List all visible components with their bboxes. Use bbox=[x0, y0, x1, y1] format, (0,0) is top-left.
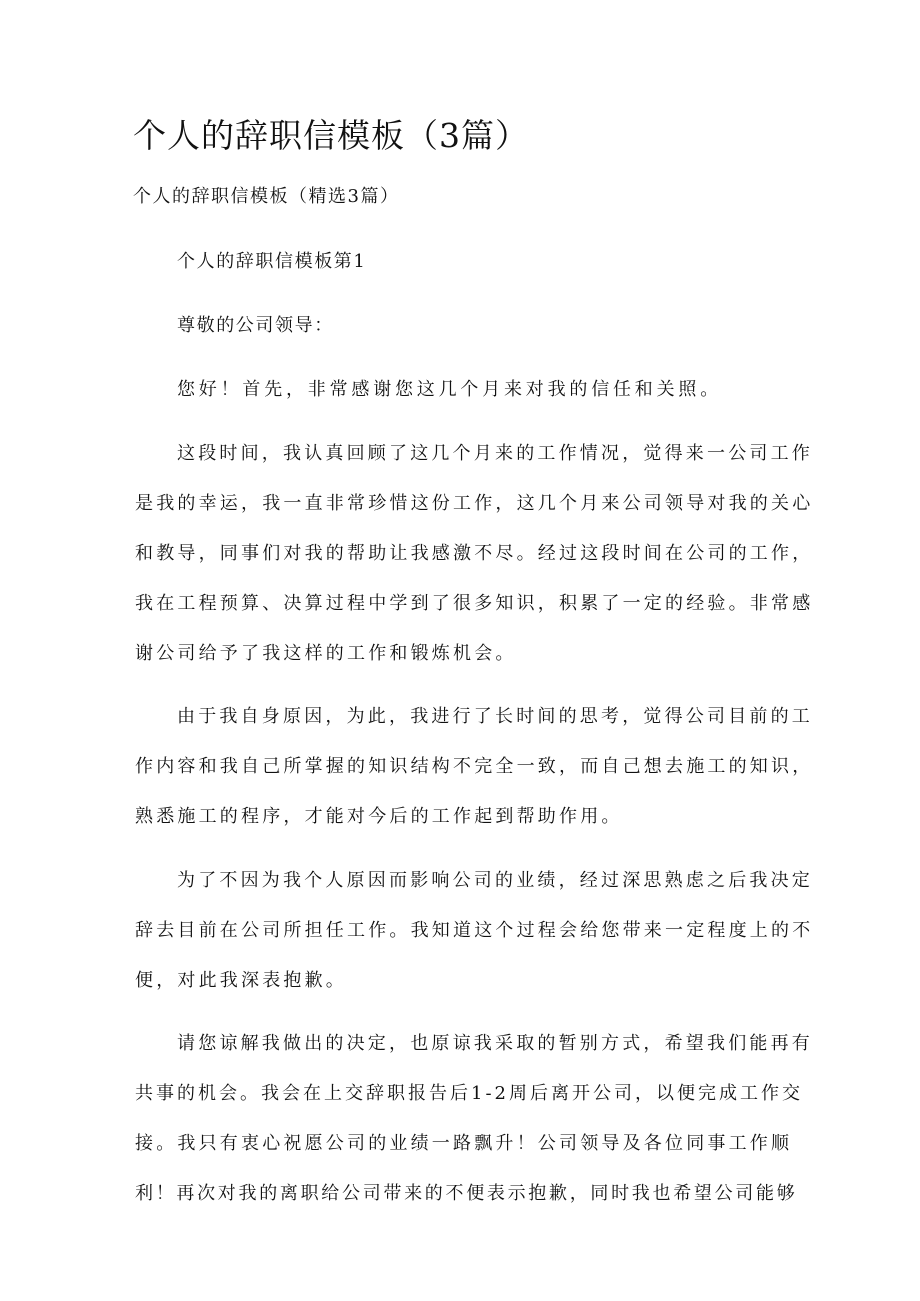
paragraph-line: 由于我自身原因，为此，我进行了长时间的思考，觉得公司目前的工 bbox=[177, 706, 813, 727]
paragraph-line: 熟悉施工的程序，才能对今后的工作起到帮助作用。 bbox=[135, 806, 623, 827]
salutation: 尊敬的公司领导： bbox=[177, 315, 334, 336]
document-subtitle: 个人的辞职信模板（精选3篇） bbox=[133, 186, 400, 207]
paragraph-line: 是我的幸运，我一直非常珍惜这份工作，这几个月来公司领导对我的关心 bbox=[135, 493, 814, 514]
paragraph-line: 接。我只有衷心祝愿公司的业绩一路飘升！公司领导及各位同事工作顺 bbox=[135, 1133, 793, 1154]
paragraph-line: 辞去目前在公司所担任工作。我知道这个过程会给您带来一定程度上的不 bbox=[135, 920, 814, 941]
paragraph-line: 共事的机会。我会在上交辞职报告后1-2周后离开公司，以便完成工作交 bbox=[135, 1083, 803, 1104]
paragraph-line: 为了不因为我个人原因而影响公司的业绩，经过深思熟虑之后我决定 bbox=[177, 870, 813, 891]
paragraph-line: 您好！首先，非常感谢您这几个月来对我的信任和关照。 bbox=[177, 379, 722, 400]
paragraph-line: 我在工程预算、决算过程中学到了很多知识，积累了一定的经验。非常感 bbox=[135, 593, 814, 614]
paragraph-line: 作内容和我自己所掌握的知识结构不完全一致，而自己想去施工的知识， bbox=[135, 756, 814, 777]
section-heading: 个人的辞职信模板第1 bbox=[177, 251, 367, 272]
paragraph-line: 这段时间，我认真回顾了这几个月来的工作情况，觉得来一公司工作 bbox=[177, 443, 813, 464]
paragraph-line: 利！再次对我的离职给公司带来的不便表示抱歉，同时我也希望公司能够 bbox=[135, 1183, 798, 1204]
paragraph-line: 便，对此我深表抱歉。 bbox=[135, 970, 347, 991]
paragraph-line: 和教导，同事们对我的帮助让我感激不尽。经过这段时间在公司的工作， bbox=[135, 543, 814, 564]
document-title: 个人的辞职信模板（3篇） bbox=[133, 116, 529, 155]
paragraph-line: 谢公司给予了我这样的工作和锻炼机会。 bbox=[135, 643, 517, 664]
paragraph-line: 请您谅解我做出的决定，也原谅我采取的暂别方式，希望我们能再有 bbox=[177, 1033, 813, 1054]
